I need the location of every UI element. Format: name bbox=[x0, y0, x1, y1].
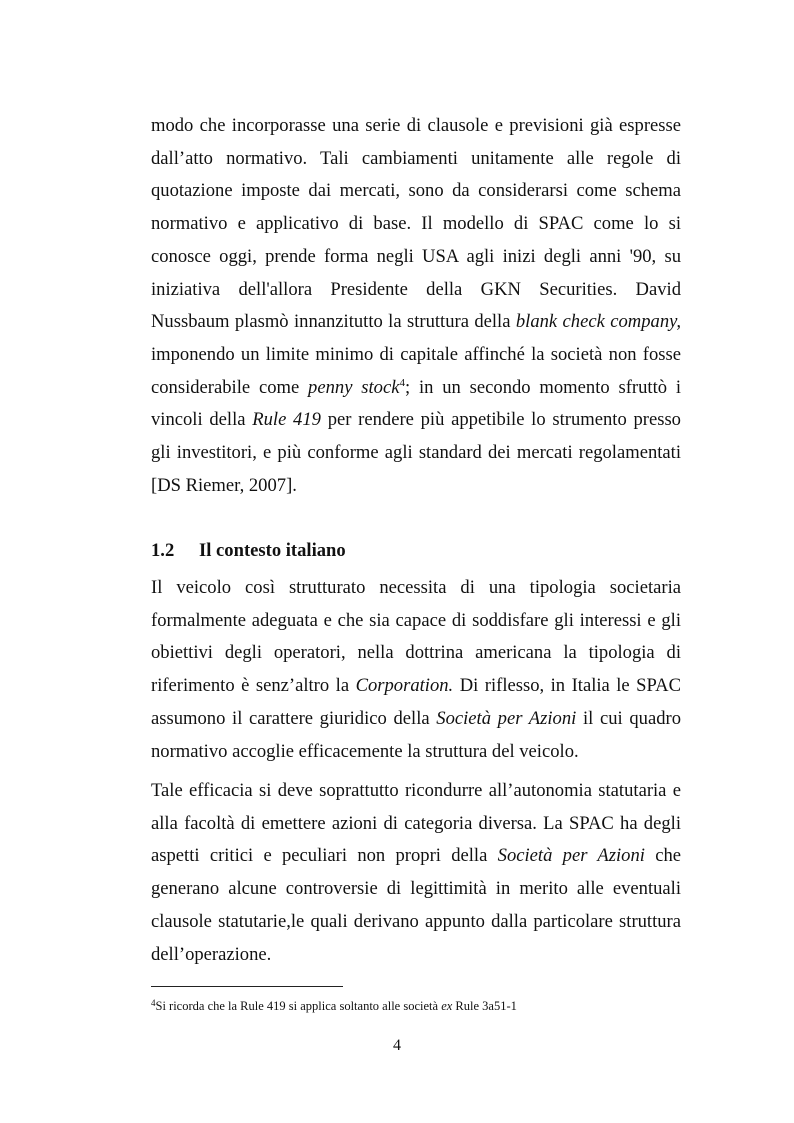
text-line bbox=[151, 437, 681, 469]
text-line bbox=[151, 274, 681, 306]
line-text: vincoli della bbox=[151, 409, 253, 431]
text-line bbox=[151, 110, 681, 142]
text-line bbox=[151, 572, 681, 604]
line-text: clausole statutarie,le quali derivano appunto dalla particolare struttura bbox=[151, 910, 681, 932]
line-text: normativo accoglie efficacemente la struttura del veicolo. bbox=[151, 740, 579, 762]
text-line bbox=[151, 372, 681, 404]
text-line bbox=[151, 143, 681, 175]
text-line bbox=[151, 736, 681, 768]
text-line bbox=[151, 637, 681, 669]
text-line bbox=[151, 470, 681, 502]
line-text: formalmente adeguata e che sia capace di soddisfare gli interessi e gli bbox=[151, 609, 681, 631]
line-text: il cui quadro bbox=[576, 707, 681, 729]
page-number: 4 bbox=[393, 1037, 401, 1054]
footnote-reference: 4 bbox=[399, 376, 405, 389]
line-text: Tale efficacia si deve soprattutto ricondurre all’autonomia statutaria e bbox=[151, 780, 681, 801]
text-line bbox=[151, 808, 681, 840]
footnote-text-end: Rule 3a51-1 bbox=[452, 999, 517, 1013]
italic-text: Società per Azioni bbox=[497, 845, 645, 867]
line-text: dall’atto normativo. Tali cambiamenti unitamente alle regole di bbox=[151, 147, 681, 169]
italic-text: Società per Azioni bbox=[436, 707, 577, 729]
line-text: ; in un secondo momento sfruttò i bbox=[404, 376, 682, 398]
text-line bbox=[151, 703, 681, 735]
line-text: Nussbaum plasmò innanzitutto la struttura della bbox=[151, 311, 516, 333]
line-text: assumono il carattere giuridico della bbox=[151, 707, 437, 729]
line-text: conosce oggi, prende forma negli USA agli inizi degli anni '90, su bbox=[151, 245, 681, 267]
line-text: modo che incorporasse una serie di clausole e previsioni già espresse bbox=[151, 115, 681, 136]
italic-text: penny stock bbox=[308, 376, 400, 398]
text-line bbox=[151, 873, 681, 905]
text-line bbox=[151, 306, 681, 338]
line-text: [DS Riemer, 2007]. bbox=[151, 474, 297, 496]
footnote bbox=[151, 995, 517, 1014]
section-number: 1.2 bbox=[151, 540, 175, 561]
italic-text: Corporation. bbox=[355, 675, 454, 697]
line-text: generano alcune controversie di legittimità in merito alle eventuali bbox=[151, 878, 681, 900]
italic-text: Rule 419 bbox=[252, 409, 321, 431]
text-line bbox=[151, 241, 681, 273]
text-line bbox=[151, 208, 681, 240]
line-text: Il veicolo così strutturato necessita di una tipologia societaria bbox=[151, 577, 681, 598]
section-heading bbox=[151, 535, 346, 567]
text-line bbox=[151, 939, 681, 971]
text-line bbox=[151, 605, 681, 637]
line-text: imponendo un limite minimo di capitale affinché la società non fosse bbox=[151, 343, 681, 365]
line-text: aspetti critici e peculiari non propri della bbox=[151, 845, 498, 867]
line-text: quotazione imposte dai mercati, sono da considerarsi come schema bbox=[151, 180, 681, 202]
line-text: dell’operazione. bbox=[151, 943, 272, 965]
text-line bbox=[151, 775, 681, 807]
text-line bbox=[151, 906, 681, 938]
text-line bbox=[151, 670, 681, 702]
text-line bbox=[151, 339, 681, 371]
line-text: gli investitori, e più conforme agli standard dei mercati regolamentati bbox=[151, 442, 681, 463]
text-line bbox=[151, 404, 681, 436]
section-title: Il contesto italiano bbox=[199, 540, 346, 561]
line-text: riferimento è senz’altro la bbox=[151, 675, 356, 697]
line-text: normativo e applicativo di base. Il modello di SPAC come lo si bbox=[151, 213, 681, 235]
footnote-text: Si ricorda che la Rule 419 si applica soltanto alle società bbox=[155, 999, 442, 1013]
footnote-marker: 4 bbox=[151, 998, 156, 1008]
line-text: iniziativa dell'allora Presidente della GKN Securities. David bbox=[151, 278, 681, 300]
line-text: alla facoltà di emettere azioni di categoria diversa. La SPAC ha degli bbox=[151, 812, 681, 834]
text-line bbox=[151, 840, 681, 872]
line-text: che bbox=[644, 845, 681, 867]
footnote-italic: ex bbox=[441, 999, 453, 1013]
line-text: considerabile come bbox=[151, 376, 309, 398]
line-text: per rendere più appetibile lo strumento presso bbox=[320, 409, 681, 431]
line-text: obiettivi degli operatori, nella dottrina americana la tipologia di bbox=[151, 642, 681, 664]
text-line bbox=[151, 175, 681, 207]
footnote-separator bbox=[151, 986, 343, 987]
line-text: Di riflesso, in Italia le SPAC bbox=[453, 675, 681, 697]
italic-text: blank check company, bbox=[515, 311, 681, 333]
